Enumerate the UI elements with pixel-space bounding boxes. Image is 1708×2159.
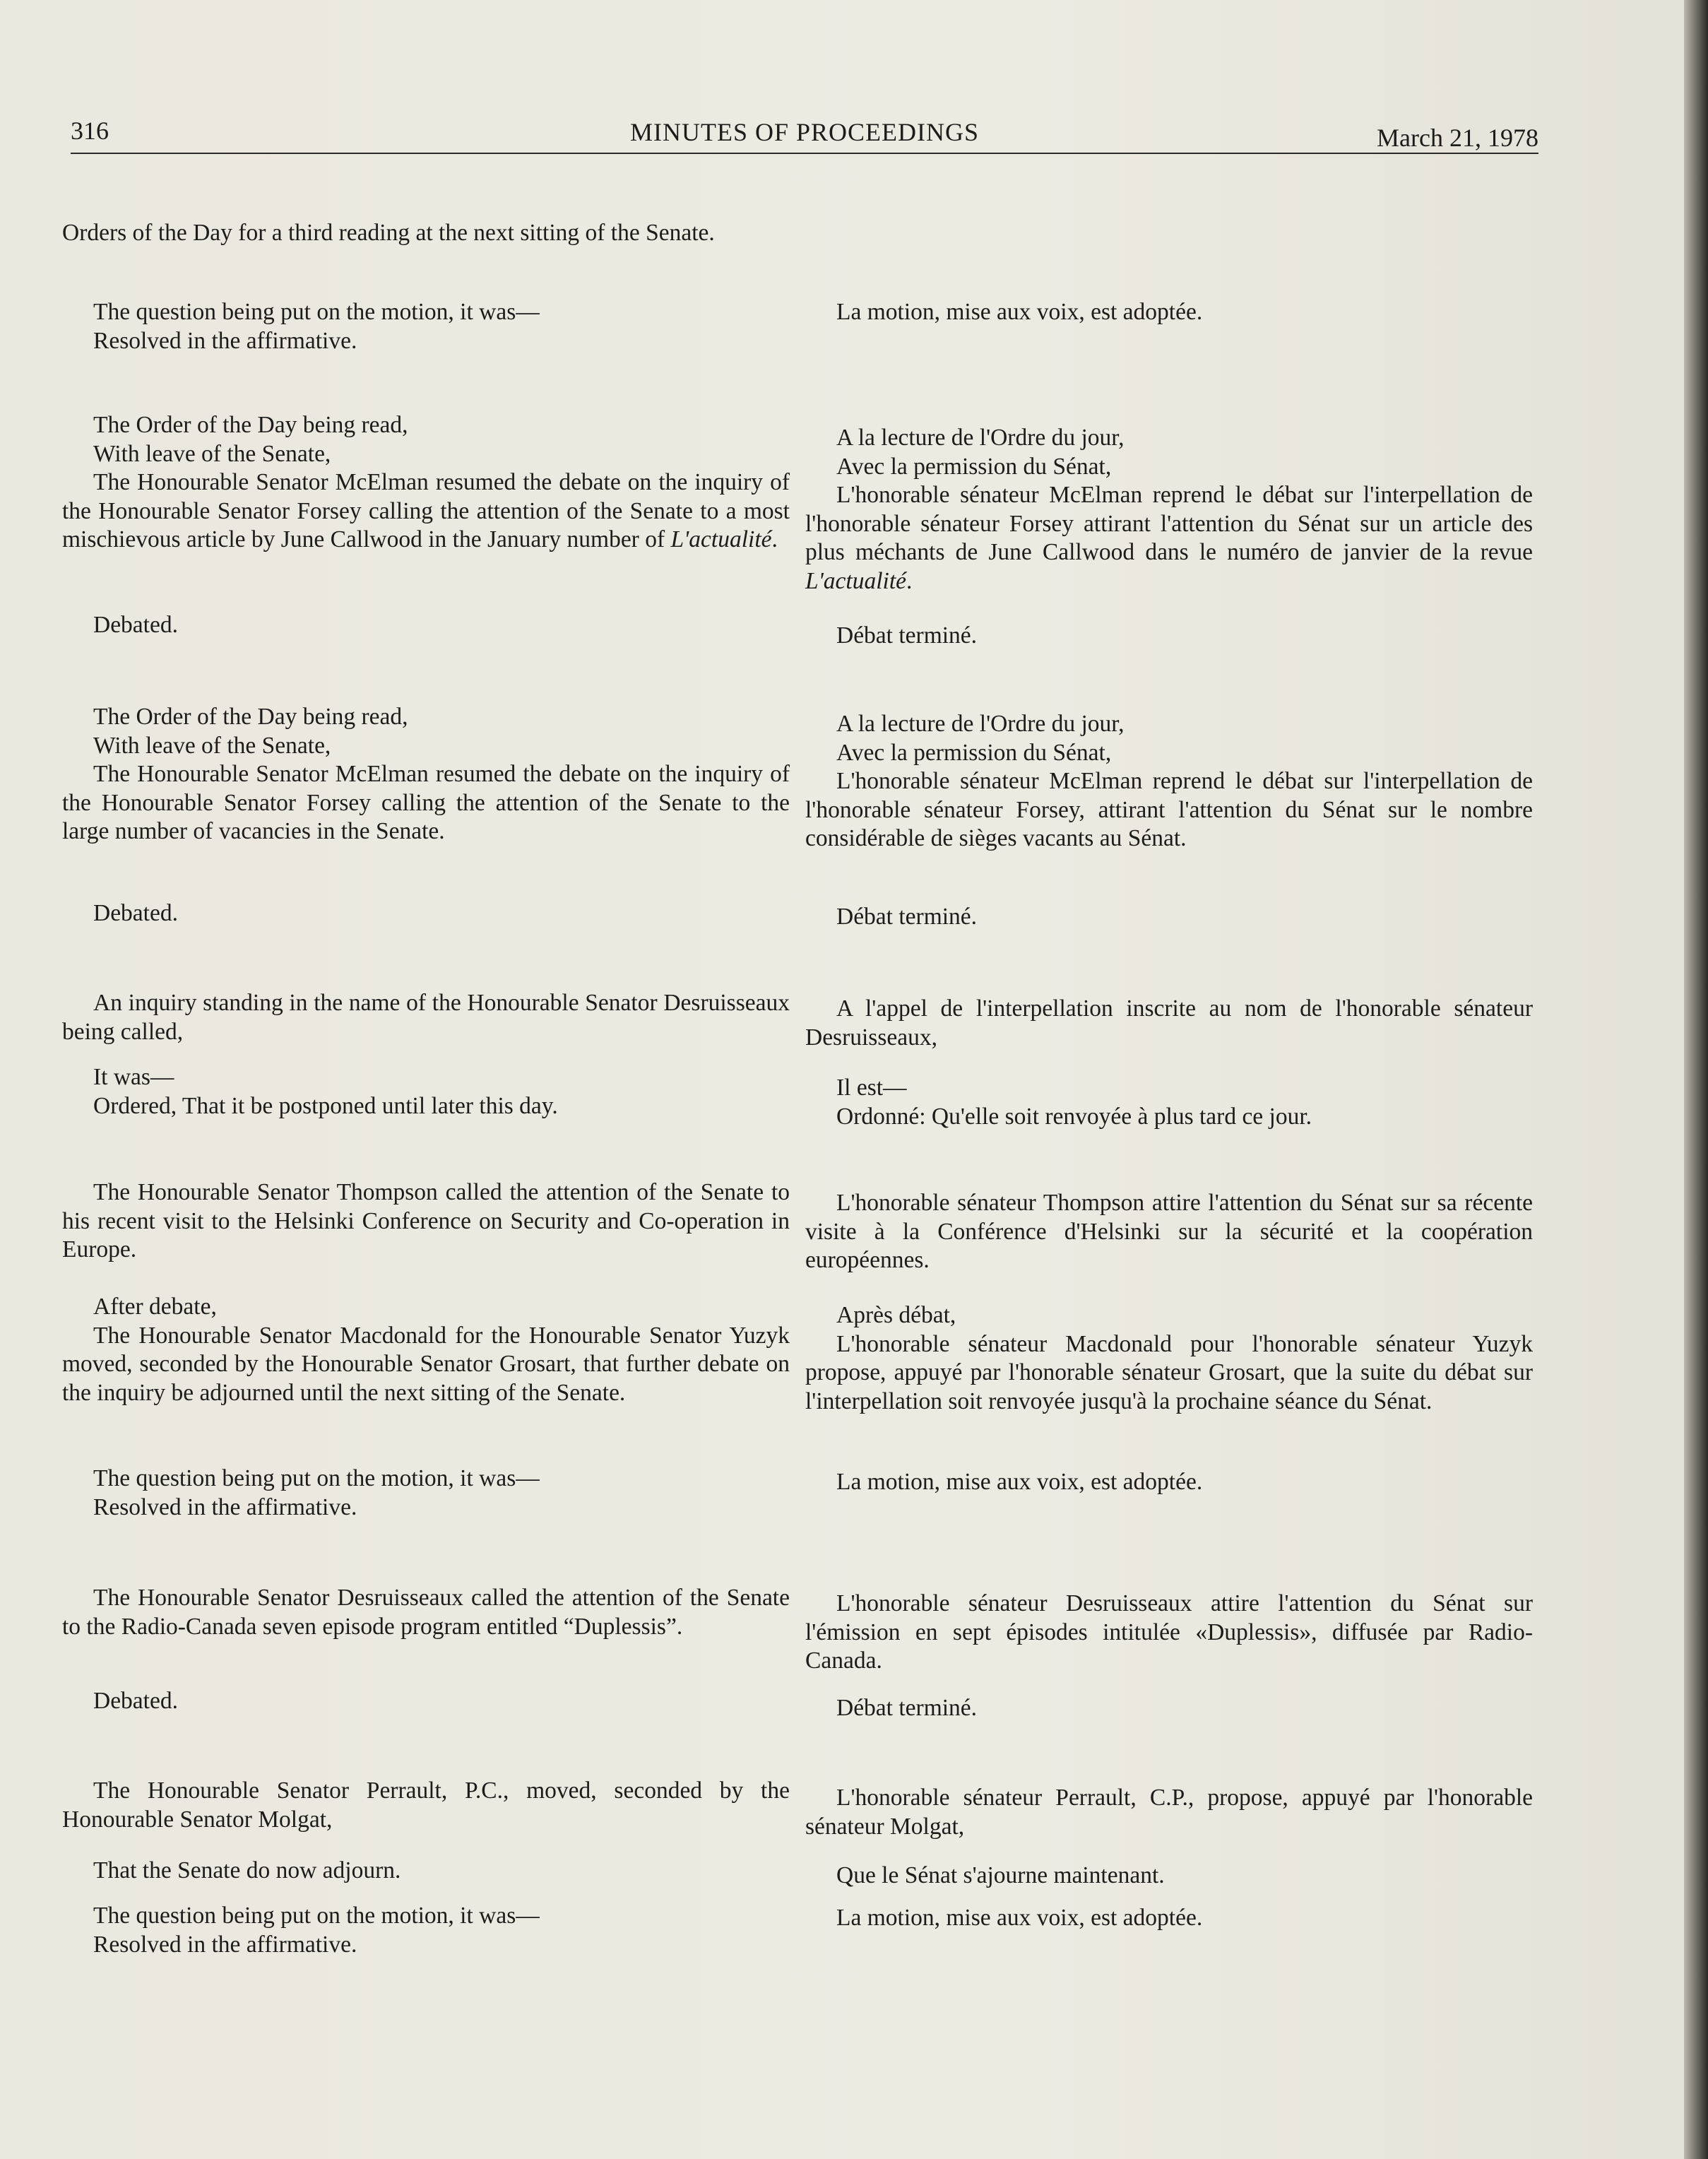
en-paragraph [62, 1902, 790, 1959]
en-line: With leave of the Senate, [93, 440, 331, 467]
fr-line: Ordonné: Qu'elle soit renvoyée à plus tard ce jour. [836, 1103, 1312, 1130]
en-paragraph [62, 611, 790, 640]
fr-text-span: . [906, 567, 913, 594]
en-paragraph [62, 703, 790, 846]
en-line: Debated. [93, 900, 178, 926]
fr-paragraph [805, 1189, 1533, 1275]
en-text: The Honourable Senator Macdonald for the Honourable Senator Yuzyk moved, seconded by the Honourable Senator Grosart, that further debate on the inquiry be adjourned until the next sitting of the Senate. [62, 1322, 790, 1406]
fr-line: A la lecture de l'Ordre du jour, [836, 711, 1125, 737]
fr-paragraph [805, 1468, 1533, 1497]
en-line: It was— [93, 1064, 174, 1090]
fr-paragraph [805, 995, 1533, 1052]
page-header [71, 113, 1538, 154]
en-text: The Honourable Senator Thompson called the attention of the Senate to his recent visit to the Helsinki Conference on Security and Co-operation in Europe. [62, 1179, 790, 1262]
fr-paragraph [805, 710, 1533, 853]
en-line: Resolved in the affirmative. [93, 327, 357, 354]
fr-text: A l'appel de l'interpellation inscrite au nom de l'honorable sénateur Desruisseaux, [805, 995, 1533, 1051]
en-paragraph [62, 989, 790, 1046]
fr-paragraph [805, 1301, 1533, 1416]
fr-paragraph [805, 1862, 1533, 1891]
fr-line: Que le Sénat s'ajourne maintenant. [836, 1862, 1165, 1888]
en-text-span: . [771, 526, 778, 552]
en-line: After debate, [93, 1294, 217, 1320]
en-line: The question being put on the motion, it was— [93, 299, 540, 325]
fr-paragraph [805, 903, 1533, 932]
en-line: The question being put on the motion, it was— [93, 1903, 540, 1929]
fr-line: Avec la permission du Sénat, [836, 453, 1112, 480]
fr-paragraph [805, 1904, 1533, 1933]
fr-text: L'honorable sénateur Desruisseaux attire l'attention du Sénat sur l'émission en sept épisodes intitulée «Duplessis», diffusée par Radio-Canada. [805, 1590, 1533, 1674]
fr-paragraph [805, 298, 1533, 327]
en-paragraph [62, 1293, 790, 1407]
header-date: March 21, 1978 [1377, 124, 1538, 152]
fr-line: Débat terminé. [836, 904, 978, 930]
en-paragraph [62, 411, 790, 555]
en-line: The Order of the Day being read, [93, 704, 408, 730]
fr-text: L'honorable sénateur Perrault, C.P., propose, appuyé par l'honorable sénateur Molgat, [805, 1785, 1533, 1840]
fr-paragraph [805, 1784, 1533, 1841]
running-title: MINUTES OF PROCEEDINGS [629, 118, 980, 146]
en-text: The Honourable Senator McElman resumed the debate on the inquiry of the Honourable Senator Forsey calling the attention of the Senate to the large number of vacancies in the Senate. [62, 761, 790, 844]
fr-line: La motion, mise aux voix, est adoptée. [836, 1905, 1203, 1931]
fr-line: Après débat, [836, 1302, 956, 1328]
en-text: The Honourable Senator Perrault, P.C., moved, seconded by the Honourable Senator Molgat, [62, 1778, 790, 1833]
en-paragraph [62, 1178, 790, 1265]
en-line: Resolved in the affirmative. [93, 1931, 357, 1958]
en-paragraph [62, 298, 790, 355]
fr-line: Débat terminé. [836, 1695, 978, 1721]
en-line: Debated. [93, 612, 178, 638]
fr-line: A la lecture de l'Ordre du jour, [836, 425, 1125, 451]
fr-text [805, 481, 1533, 596]
fr-line: La motion, mise aux voix, est adoptée. [836, 299, 1203, 325]
en-line: Debated. [93, 1688, 178, 1714]
fr-paragraph [805, 1590, 1533, 1676]
fr-text: L'honorable sénateur Thompson attire l'attention du Sénat sur sa récente visite à la Conférence d'Helsinki sur la sécurité et la coopération européennes. [805, 1190, 1533, 1273]
fr-paragraph [805, 622, 1533, 651]
en-italic-title: L'actualité [670, 526, 772, 552]
en-line: With leave of the Senate, [93, 732, 331, 759]
en-text-span: The Honourable Senator McElman resumed the debate on the inquiry of the Honourable Senator Forsey calling the attention of the Senate to a most mischievous article by June Callwood in the January number of [62, 469, 790, 552]
book-spine-shadow [1684, 0, 1708, 2159]
en-paragraph [62, 899, 790, 928]
en-line: The Order of the Day being read, [93, 412, 408, 438]
fr-paragraph [805, 424, 1533, 596]
fr-text: L'honorable sénateur McElman reprend le débat sur l'interpellation de l'honorable sénateur Forsey, attirant l'attention du Sénat sur le nombre considérable de sièges vacants au Sénat. [805, 768, 1533, 851]
en-text: The Honourable Senator Desruisseaux called the attention of the Senate to the Radio-Canada seven episode program entitled “Duplessis”. [62, 1585, 790, 1640]
fr-line: La motion, mise aux voix, est adoptée. [836, 1469, 1203, 1495]
en-paragraph [62, 1857, 790, 1886]
fr-text-span: L'honorable sénateur McElman reprend le débat sur l'interpellation de l'honorable sénateur Forsey attirant l'attention du Sénat sur un article des plus méchants de June Callwood dans le numéro de janvier de la revue [805, 482, 1533, 565]
en-paragraph [62, 219, 790, 248]
en-paragraph [62, 1063, 790, 1120]
en-text: An inquiry standing in the name of the Honourable Senator Desruisseaux being called, [62, 990, 790, 1045]
en-text [62, 468, 790, 555]
fr-line: Il est— [836, 1075, 907, 1101]
en-paragraph [62, 1584, 790, 1641]
page-number: 316 [71, 117, 109, 145]
en-text: Orders of the Day for a third reading at the next sitting of the Senate. [62, 220, 715, 246]
en-line: Ordered, That it be postponed until later this day. [93, 1092, 558, 1119]
fr-paragraph [805, 1694, 1533, 1723]
en-paragraph [62, 1465, 790, 1522]
en-paragraph [62, 1777, 790, 1834]
fr-line: Avec la permission du Sénat, [836, 739, 1112, 766]
en-line: That the Senate do now adjourn. [93, 1857, 401, 1883]
en-line: Resolved in the affirmative. [93, 1493, 357, 1520]
fr-text: L'honorable sénateur Macdonald pour l'honorable sénateur Yuzyk propose, appuyé par l'honorable sénateur Grosart, que la suite du débat sur l'interpellation soit renvoyée jusqu'à la prochaine séance du Sénat. [805, 1330, 1533, 1414]
fr-line: Débat terminé. [836, 622, 978, 649]
en-line: The question being put on the motion, it was— [93, 1465, 540, 1491]
fr-italic-title: L'actualité [805, 567, 907, 594]
fr-paragraph [805, 1074, 1533, 1131]
en-paragraph [62, 1687, 790, 1716]
